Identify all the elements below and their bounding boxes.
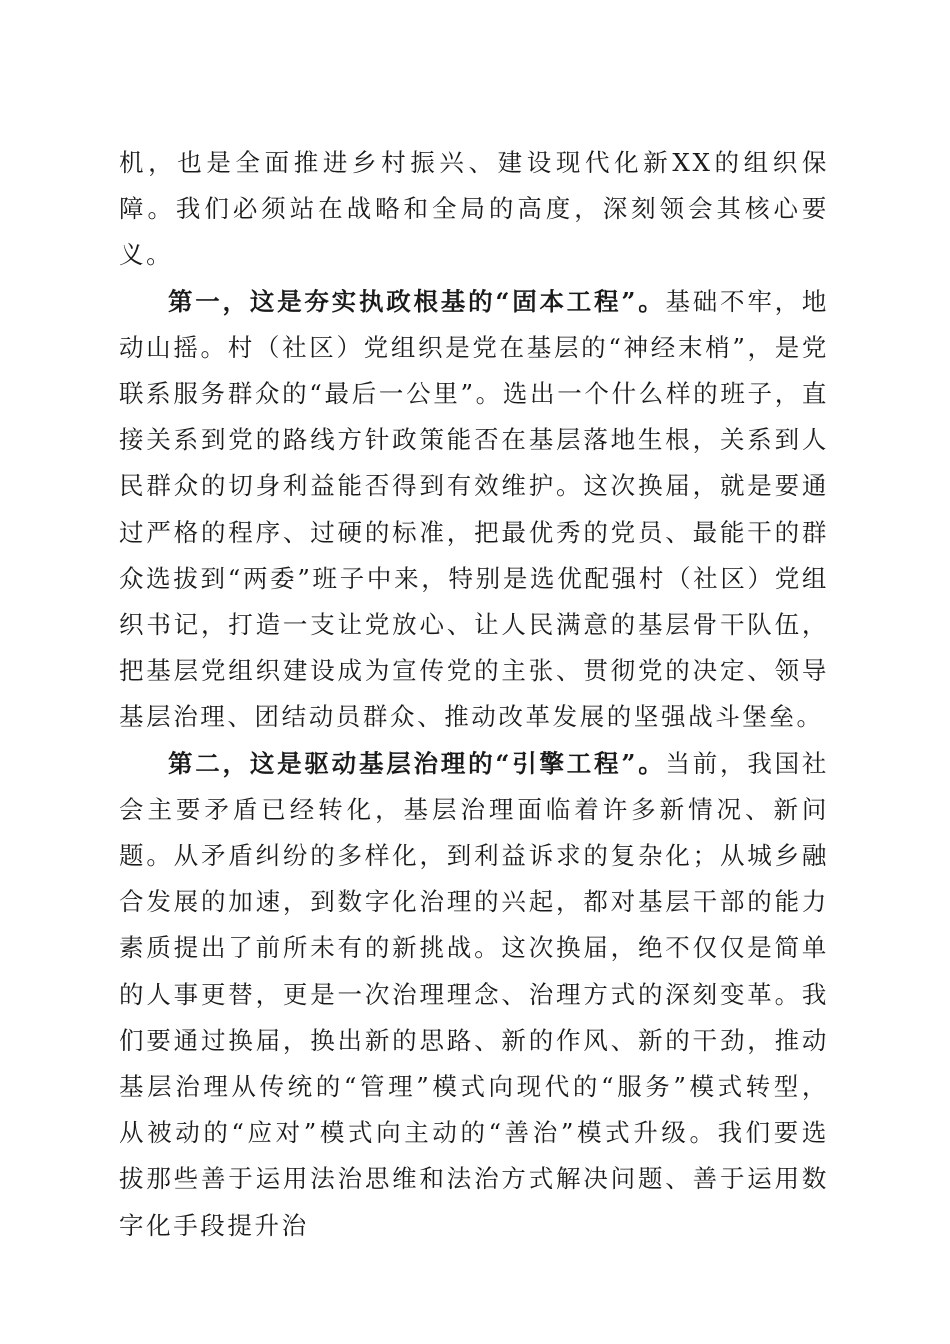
paragraph-first-point	[119, 279, 829, 741]
paragraph-text: 当前，我国社会主要矛盾已经转化，基层治理面临着许多新情况、新问题。从矛盾纠纷的多样化，到利益诉求的复杂化；从城乡融合发展的加速，到数字化治理的兴起，都对基层干部的能力素质提出了前所未有的新挑战。这次换届，绝不仅仅是简单的人事更替，更是一次治理理念、治理方式的深刻变革。我们要通过换届，换出新的思路、新的作风、新的干劲，推动基层治理从传统的“管理”模式向现代的“服务”模式转型，从被动的“应对”模式向主动的“善治”模式升级。我们要选拔那些善于运用法治思维和法治方式解决问题、善于运用数字化手段提升治	[119, 748, 829, 1240]
paragraph-lead-heading: 第一，这是夯实执政根基的“固本工程”。	[168, 286, 666, 316]
paragraph-text: 机，也是全面推进乡村振兴、建设现代化新XX的组织保障。我们必须站在战略和全局的高度，深刻领会其核心要义。	[119, 148, 829, 270]
paragraph-second-point	[119, 741, 829, 1249]
paragraph-text: 基础不牢，地动山摇。村（社区）党组织是党在基层的“神经末梢”，是党联系服务群众的“最后一公里”。选出一个什么样的班子，直接关系到党的路线方针政策能否在基层落地生根，关系到人民群众的切身利益能否得到有效维护。这次换届，就是要通过严格的程序、过硬的标准，把最优秀的党员、最能干的群众选拔到“两委”班子中来，特别是选优配强村（社区）党组织书记，打造一支让党放心、让人民满意的基层骨干队伍，把基层党组织建设成为宣传党的主张、贯彻党的决定、领导基层治理、团结动员群众、推动改革发展的坚强战斗堡垒。	[119, 286, 829, 732]
document-body	[119, 140, 829, 1249]
paragraph-continuation	[119, 140, 829, 279]
paragraph-lead-heading: 第二，这是驱动基层治理的“引擎工程”。	[168, 748, 666, 778]
